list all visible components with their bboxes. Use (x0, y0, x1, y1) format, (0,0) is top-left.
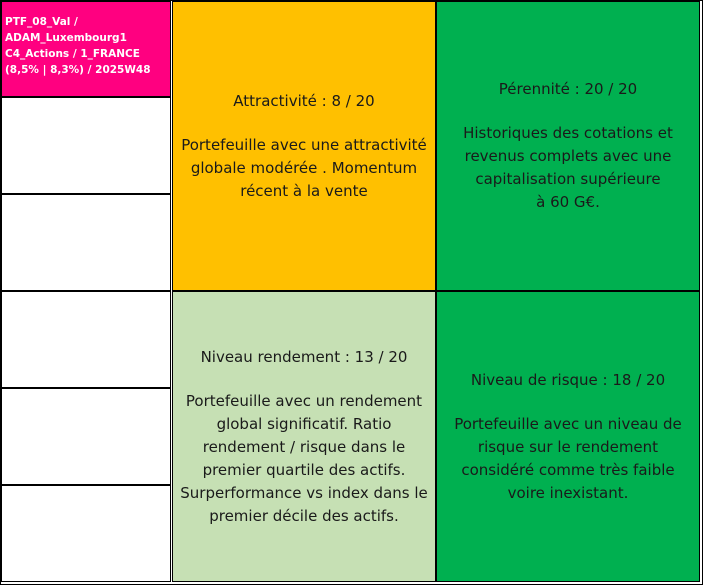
blank-cell-1 (1, 97, 171, 194)
attractivite-description: Portefeuille avec une attractivité globale modérée . Momentum récent à la vente (181, 135, 427, 200)
blank-cell-3 (1, 291, 171, 388)
perennite-card (436, 1, 700, 291)
blank-cell-4 (1, 388, 171, 485)
risque-description: Portefeuille avec un niveau de risque sur le rendement considéré comme très faible voire inexistant. (454, 414, 682, 502)
rendement-description: Portefeuille avec un rendement global significatif. Ratio rendement / risque dans le premier quartile des actifs. Surperformance vs index dans le premier décile des actifs. (180, 391, 428, 525)
blank-cell-5 (1, 485, 171, 582)
portfolio-header: PTF_08_Val / ADAM_Luxembourg1 C4_Actions / 1_FRANCE (8,5% | 8,3%) / 2025W48 (1, 1, 171, 97)
attractivite-card (172, 1, 436, 291)
risque-card (436, 291, 700, 582)
perennite-title: Pérennité : 20 / 20 (498, 80, 638, 98)
rendement-card (172, 291, 436, 582)
perennite-description: Historiques des cotations et revenus complets avec une capitalisation supérieure à 60 G€. (463, 124, 673, 211)
blank-cell-2 (1, 194, 171, 291)
attractivite-title: Attractivité : 8 / 20 (233, 91, 375, 110)
rendement-title: Niveau rendement : 13 / 20 (200, 347, 408, 366)
risque-title: Niveau de risque : 18 / 20 (470, 370, 666, 389)
